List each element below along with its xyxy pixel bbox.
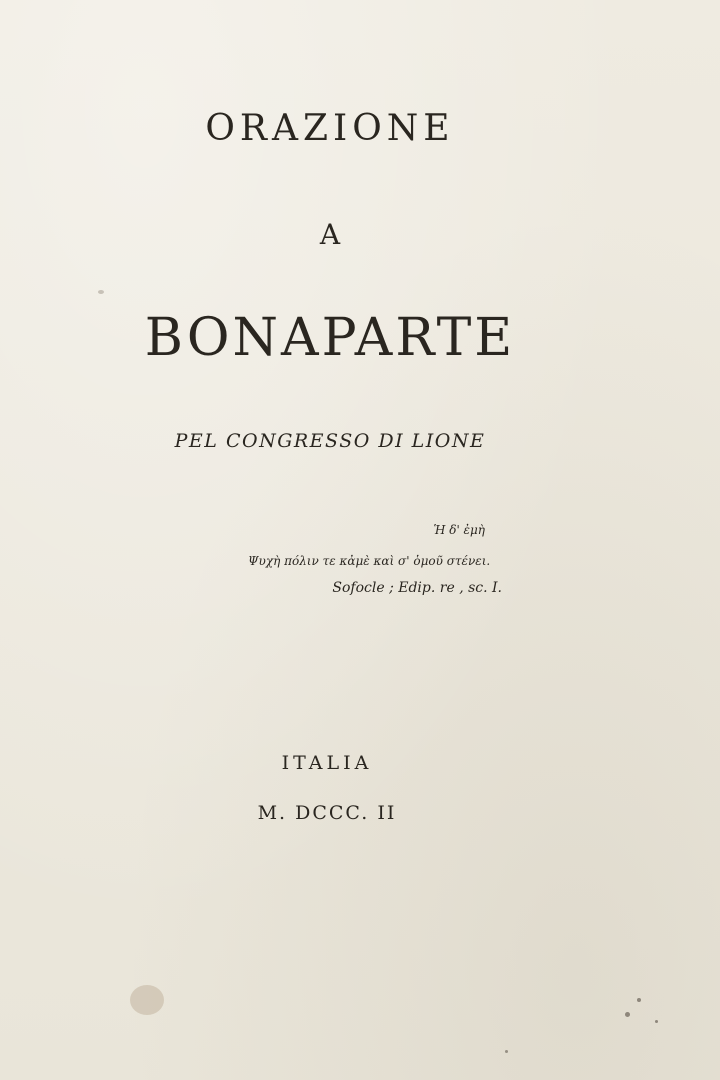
- paper-speck: [98, 290, 104, 294]
- title-bonaparte: BONAPARTE: [144, 308, 516, 368]
- subtitle: PEL CONGRESSO DI LIONE: [174, 430, 486, 452]
- title-orazione: ORAZIONE: [205, 108, 455, 149]
- paper-speck: [655, 1020, 658, 1023]
- paper-speck: [625, 1012, 630, 1017]
- imprint-place: ITALIA: [281, 752, 373, 774]
- paper-speck: [637, 998, 641, 1002]
- epigraph-line-1: Ἡ δ' ἐμὴ: [433, 523, 485, 537]
- paper-stain: [130, 985, 164, 1015]
- title-a: A: [319, 218, 341, 251]
- epigraph-line-2: Ψυχὴ πόλιν τε κἀμὲ καὶ σ' ὁμοῦ στένει.: [248, 554, 491, 568]
- imprint-year: M. DCCC. II: [257, 802, 397, 824]
- epigraph-attribution: Sofocle ; Edip. re , sc. I.: [332, 580, 502, 596]
- paper-speck: [505, 1050, 508, 1053]
